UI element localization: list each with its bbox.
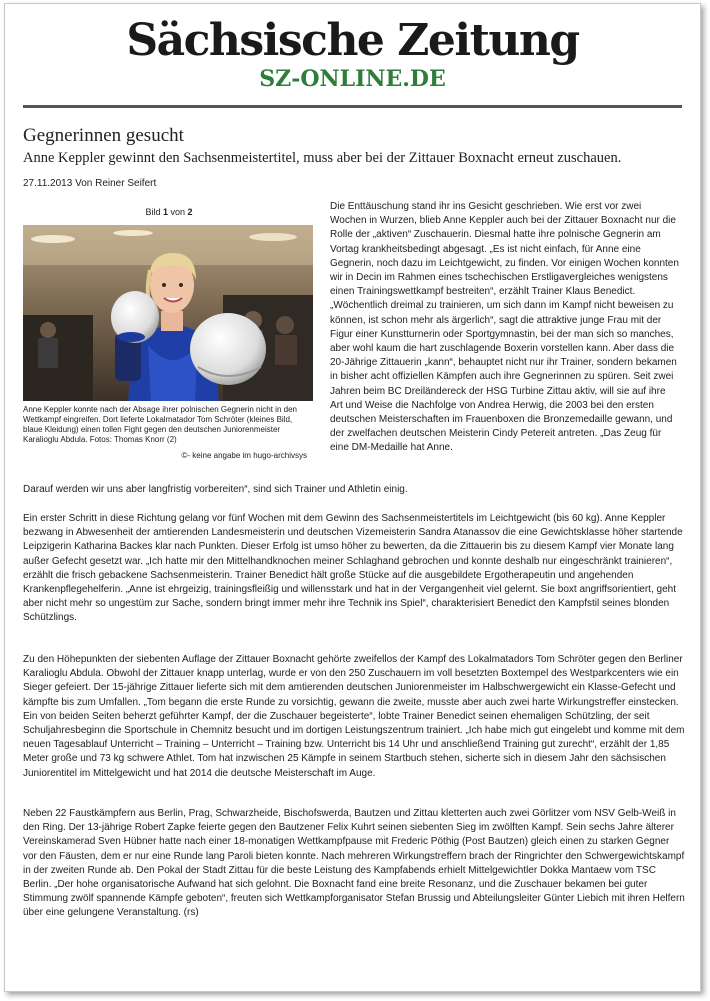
newspaper-logo: Sächsische Zeitung — [126, 15, 579, 66]
photo-counter-prefix: Bild — [145, 207, 163, 217]
article-dateline: 27.11.2013 Von Reiner Seifert — [23, 178, 157, 189]
masthead — [5, 15, 700, 92]
article-paragraph-1-end: Darauf werden wir uns aber langfristig vorbereiten“, sind sich Trainer und Athletin einig. — [23, 484, 408, 495]
photo-current-index: 1 — [162, 207, 168, 217]
article-photo[interactable] — [23, 225, 313, 401]
article-paragraph-2: Ein erster Schritt in diese Richtung gelang vor fünf Wochen mit dem Gewinn des Sachsenmeistertitels im Leichtgewicht (bis 60 kg). Anne Keppler bezwang in Abwesenheit der amtierenden Landesmeisterin und deutschen Vizemeisterin Sandra Atanassov die eine Gewichtsklasse höher startende Leipzigerin Katharina Backes klar nach Punkten. Dieser Erfolg ist umso höher zu bewerten, da die Zittauerin bis zu diesem Kampf vier Monate lang außer Gefecht gesetzt war. „Ich hatte mir den Mittelhandknochen meiner Schlaghand gebrochen und konnte deshalb nur eingeschränkt trainieren“, erzählt die frisch gebackene Sachsenmeisterin. Trainer Benedict hält große Stücke auf die ausgebildete Ergotherapeutin und angehenden Krankenpflegehelferin. „Anne ist ehrgeizig, trainingsfleißig und willensstark und hat in der Vergangenheit viel gelernt. Sie boxt angriffsorientiert, geht aber nicht mehr so ungestüm zur Sache, sondern bringt immer mehr ihre Technik ins Spiel“, charakterisiert Benedict den Kampfstil seines blonden Schützlings. — [23, 513, 683, 624]
boxer-photo-illustration — [23, 225, 313, 401]
article-page — [4, 3, 701, 992]
site-url: SZ-ONLINE.DE — [259, 66, 446, 92]
header-divider — [23, 105, 682, 108]
article-subheadline: Anne Keppler gewinnt den Sachsenmeistertitel, muss aber bei der Zittauer Boxnacht erneut zuschauen. — [23, 150, 622, 166]
photo-credit: ©- keine angabe im hugo-archivsys — [181, 451, 307, 460]
photo-caption: Anne Keppler konnte nach der Absage ihrer polnischen Gegnerin nicht in den Wettkampf eingreifen. Dort lieferte Lokalmatador Tom Schröter (kleines Bild, blaue Kleidung) einen tollen Fight gegen den deutschen Juniorenmeister Karalioglu Abdula. Fotos: Thomas Knorr (2) — [23, 405, 297, 444]
photo-counter-mid: von — [168, 207, 188, 217]
article-headline: Gegnerinnen gesucht — [23, 125, 184, 146]
photo-total: 2 — [187, 207, 193, 217]
photo-block — [23, 207, 315, 460]
article-paragraph-3: Zu den Höhepunkten der siebenten Auflage der Zittauer Boxnacht gehörte zweifellos der Kampf des Lokalmatadors Tom Schröter gegen den Berliner Karalioglu Abdula. Obwohl der Zittauer knapp unterlag, wurde er von den 250 Zuschauern im voll besetzten Boxtempel des Westparkcenters wie ein Sieger gefeiert. Der 15-jährige Zittauer lieferte sich mit dem amtierenden deutschen Juniorenmeister im Halbschwergewicht ein Klasse-Gefecht und kämpfte bis zum Umfallen. „Tom begann die erste Runde zu vorsichtig, gewann die zweite, musste aber auch zwei harte Wirkungstreffer einstecken. Ein von beiden Seiten beherzt geführter Kampf, der die Zuschauer begeisterte“, lobte Trainer Benedict seinen ehemaligen Schützling, der seit Schuljahresbeginn die Sportschule in Chemnitz besucht und im dortigen Leistungszentrum trainiert. „Ich habe mich gut eingelebt und komme mit dem neuen Tagesablauf Unterricht – Training – Unterricht – Training bzw. Unterricht bis 14 Uhr und anschließend Training gut zurecht“, erzählt der 1,85 Meter große und 73 kg schwere Athlet. Tom hat inzwischen 25 Kämpfe in seinem Startbuch stehen, sicherte sich in diesem Jahr den sächsischen Juniorentitel im Mittelgewicht und hat 2014 die deutsche Meisterschaft im Auge. — [23, 654, 685, 779]
article-paragraph-4: Neben 22 Faustkämpfern aus Berlin, Prag, Schwarzheide, Bischofswerda, Bautzen und Zittau kletterten auch zwei Görlitzer vom NSV Gelb-Weiß in den Ring. Der 13-jährige Robert Zapke feierte gegen den Bautzener Felix Kuhrt seinen siebenten Sieg im zwölften Kampf. Sein sechs Jahre älterer Vereinskamerad Sven Hübner hatte nach einer 18-monatigen Wettkampfpause mit Frederic Pöthig (Post Bautzen) gleich einen zu starken Gegner vor den Fäusten, dem er nur eine Runde lang Paroli bieten konnte. Nach mehreren Wirkungstreffern brach der Ringrichter den Schwergewichtskampf in der zweiten Runde ab. Den Pokal der Stadt Zittau für die beste Leistung des Kampfabends erhielt Mittelgewichtler Dokka Mantaew vom TSC Berlin. „Der hohe organisatorische Aufwand hat sich gelohnt. Die Boxnacht fand eine breite Resonanz, und die Zuschauer bekamen bei guter Stimmung zwölf spannende Kämpfe geboten“, freuten sich Wettkampforganisator Stefan Brussig und Abteilungsleiter Günter Liebich mit ihren Helfern über eine gelungene Veranstaltung. (rs) — [23, 808, 685, 919]
article-paragraph-1-column: Die Enttäuschung stand ihr ins Gesicht geschrieben. Wie erst vor zwei Wochen in Wurzen, blieb Anne Keppler auch bei der Zittauer Boxnacht nur die Rolle der „aktiven“ Zuschauerin. Diesmal hatte ihre polnische Gegnerin am Vortag krankheitsbedingt abgesagt. „Es ist nicht einfach, für Anne eine Gegnerin, noch dazu im Leichtgewicht, zu finden. Vor einigen Wochen konnten wir in Decin im Rahmen eines tschechischen Erstligavergleiches wenigstens einen Trainingswettkampf bestreiten“, erzählt Trainer Klaus Benedict. „Wöchentlich dreimal zu trainieren, um sich dann im Kampf nicht beweisen zu können, ist schon mehr als ärgerlich“, sagt die attraktive junge Frau mit der Figur einer Kunstturnerin oder Sportgymnastin, bei der man sich so manches, aber wohl kaum die hart zuschlagende Boxerin vorstellen kann. Aber dass die 20-Jährige Zittauerin „kann“, behauptet nicht nur ihr Trainer, sondern bekamen in bisher acht offiziellen Kämpfen auch ihre Gegnerinnen zu spüren. Seit zwei Jahren beim BC Dreiländereck der HSG Turbine Zittau aktiv, will sie auf ihre Art und Weise die Nachfolge von Andrea Herwig, die 2003 bei den ersten deutschen Meisterschaften im Frauenboxen die Bronzemedaille gewann, und der zwelfachen deutschen Meisterin Cindy Petereit antreten. „Das Zeug für eine DM-Medaille hat Anne. — [330, 201, 679, 454]
photo-counter — [23, 207, 315, 217]
